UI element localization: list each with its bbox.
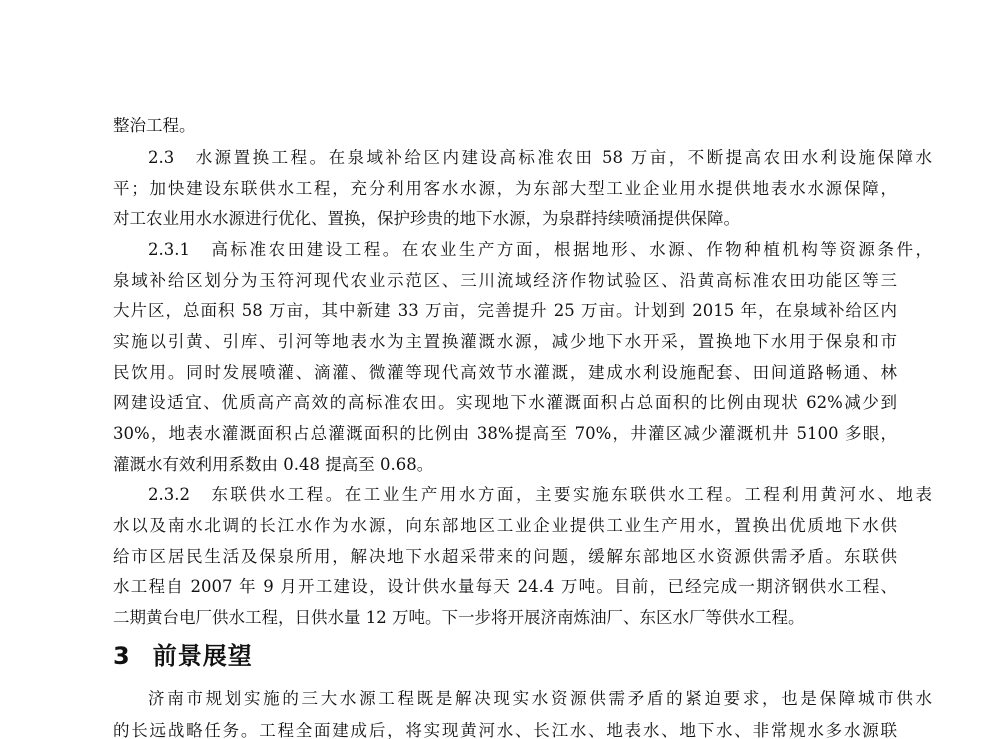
text-line: 泉域补给区划分为玉符河现代农业示范区、三川流域经济作物试验区、沿黄高标准农田功能区等三 [113,271,897,290]
page-bottom-clip [0,719,1000,739]
text-line: 大片区，总面积 58 万亩，其中新建 33 万亩，完善提升 25 万亩。计划到 2015 年，在泉域补给区内 [113,301,897,320]
text-line: 平；加快建设东联供水工程，充分利用客水水源，为东部大型工业企业用水提供地表水水源保障， [113,179,897,198]
text-line: 30%，地表水灌溉面积占总灌溉面积的比例由 38%提高至 70%，井灌区减少灌溉机井 5100 多眼， [113,424,897,443]
text-line: 对工农业用水水源进行优化、置换，保护珍贵的地下水源，为泉群持续喷涌提供保障。 [113,209,740,228]
text-line: 水以及南水北调的长江水作为水源，向东部地区工业企业提供工业生产用水，置换出优质地下水供 [113,516,897,535]
text-line: 给市区居民生活及保泉所用，解决地下水超采带来的问题，缓解东部地区水资源供需矛盾。东联供 [113,547,897,566]
text-line: 水工程自 2007 年 9 月开工建设，设计供水量每天 24.4 万吨。目前，已经完成一期济钢供水工程、 [113,577,897,596]
section-2-3-title-line: 2.3 水源置换工程。在泉域补给区内建设高标准农田 58 万亩，不断提高农田水利设施保障水 [148,148,932,167]
text-line: 二期黄台电厂供水工程，日供水量 12 万吨。下一步将开展济南炼油厂、东区水厂等供水工程。 [113,608,805,627]
text-line: 灌溉水有效利用系数由 0.48 提高至 0.68。 [113,455,434,474]
heading-title: 前景展望 [152,642,253,670]
text-line: 网建设适宜、优质高产高效的高标准农田。实现地下水灌溉面积占总面积的比例由现状 62%减少到 [113,393,897,412]
text-line: 实施以引黄、引库、引河等地表水为主置换灌溉水源，减少地下水开采，置换地下水用于保泉和市 [113,332,897,351]
text-line: 民饮用。同时发展喷灌、滴灌、微灌等现代高效节水灌溉，建成水利设施配套、田间道路畅通、林 [113,363,897,382]
section-3-heading [113,640,253,672]
text-line: 整治工程。 [113,116,196,135]
section-2-3-2-title-line: 2.3.2 东联供水工程。在工业生产用水方面，主要实施东联供水工程。工程利用黄河水、地表 [148,485,932,504]
section-2-3-1-title-line: 2.3.1 高标准农田建设工程。在农业生产方面，根据地形、水源、作物种植机构等资源条件， [148,240,932,259]
heading-number: 3 [113,642,131,670]
text-line-partial: 的长远战略任务。工程全面建成后，将实现黄河水、长江水、地表水、地下水、非常规水多水源联 [113,721,897,739]
text-line: 济南市规划实施的三大水源工程既是解决现实水资源供需矛盾的紧迫要求，也是保障城市供水 [148,689,932,708]
